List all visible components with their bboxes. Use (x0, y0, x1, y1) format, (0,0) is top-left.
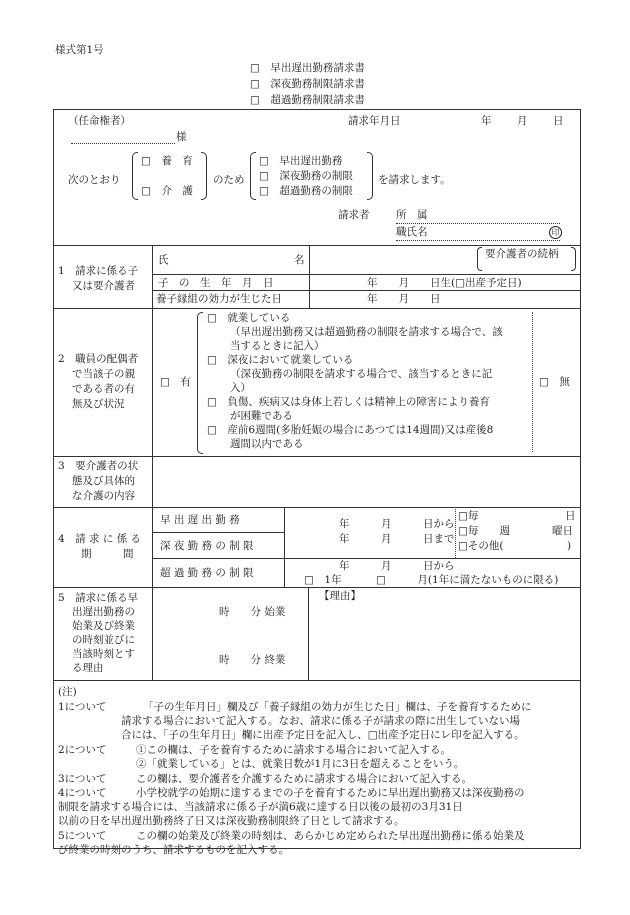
note4-line2: 制限を請求する場合には、当該請求に係る子が満6歳に達する日以後の最初の3月31日 (58, 801, 463, 813)
status-night-note-2: 入） (230, 382, 251, 394)
sama-label: 様 (176, 131, 187, 143)
period-from-field[interactable]: 年 月 日から (339, 518, 455, 530)
status-night-working[interactable]: □ 深夜において就業している (207, 354, 354, 366)
spouse-no-checkbox[interactable]: □ 無 (539, 376, 570, 388)
sec3-label-3: な介護の内容 (72, 490, 135, 502)
position-name-label: 職氏名 (396, 226, 428, 238)
other-checkbox[interactable]: □その他( (458, 540, 504, 552)
right-bracket-close (367, 152, 373, 200)
overtime-1year-checkbox[interactable]: □ 1年 (304, 574, 342, 586)
note5-line2: び終業の時刻のうち、請求するものを記入する。 (58, 844, 289, 856)
sec1-label: 1 請求に係る子 (58, 265, 139, 277)
status-maternity[interactable]: □ 産前6週間(多胎妊娠の場合にあつては14週間)又は産後8 (207, 424, 494, 436)
seal-mark: 印 (549, 226, 562, 239)
name-label-l: 氏 (158, 254, 169, 266)
care-details-field[interactable] (156, 460, 576, 504)
overtime-from-field[interactable]: 年 月 日から (339, 560, 455, 572)
sec2-label: 2 職員の配偶者 (58, 353, 139, 365)
period-night: 深 夜 勤 務 の 制 限 (160, 540, 254, 552)
sec5-label-5: 当該時刻とす (72, 648, 135, 660)
sec2-label-2: で当該子の親 (72, 368, 135, 380)
status-night-note: （深夜勤務の制限を請求する場合で、該当するときに記 (230, 368, 493, 380)
purpose-care[interactable]: □ 介 護 (141, 185, 193, 197)
sec5-label: 5 請求に係る早 (58, 592, 139, 604)
reason-field[interactable] (312, 604, 576, 678)
appointer-label: （任命権者） (68, 115, 131, 127)
title-overtime: □ 超過勤務制限請求書 (250, 94, 365, 106)
other-close-paren: ) (567, 540, 572, 552)
end-time-field[interactable]: 時 分 終業 (219, 654, 286, 666)
request-year: 年 (481, 115, 492, 127)
right-bracket (250, 152, 256, 200)
name-label-r: 名 (294, 254, 305, 266)
every-week-unit: 曜日 (552, 525, 573, 537)
note4-line3: 以前の日を早出遅出勤務終了日又は深夜勤務制限終了日として請求する。 (58, 815, 405, 827)
status-working[interactable]: □ 就業している (207, 312, 291, 324)
notes-title: (注) (58, 686, 77, 698)
note5-label: 5について (58, 830, 107, 842)
sec5-label-4: の時刻並びに (72, 634, 135, 646)
adoption-date-label: 養子縁組の効力が生じた日 (156, 293, 282, 305)
request-month: 月 (517, 115, 528, 127)
relation-label: 要介護者の続柄 (485, 248, 559, 260)
closing-label: を請求します。 (378, 174, 451, 186)
title-night: □ 深夜勤務制限請求書 (250, 78, 365, 90)
form-number: 様式第1号 (55, 44, 104, 56)
birth-date-label: 子 の 生 年 月 日 (158, 277, 274, 289)
adoption-date-field[interactable]: 年 月 日 (367, 293, 441, 305)
period-to-field[interactable]: 年 月 日まで (339, 533, 455, 545)
note4-line1: 小学校就学の始期に達するまでの子を養育するために早出遅出勤務又は深夜勤務の (136, 787, 525, 799)
affiliation-label: 所 属 (396, 209, 428, 221)
request-early-late[interactable]: □ 早出遅出勤務 (259, 155, 343, 167)
intro-label: 次のとおり (68, 174, 121, 186)
spouse-yes-checkbox[interactable]: □ 有 (160, 376, 191, 388)
sec4-label-2: 期 間 (81, 548, 134, 560)
child-name-field[interactable] (312, 248, 512, 272)
requester-label: 請求者 (338, 209, 370, 221)
birth-date-field[interactable]: 年 月 日生(□出産予定日) (367, 277, 522, 289)
period-early-late: 早 出 遅 出 勤 務 (160, 514, 240, 526)
left-bracket-close (201, 152, 207, 200)
every-day-unit: 日 (565, 510, 576, 522)
request-day: 日 (553, 115, 564, 127)
note1-line3: 合には、「子の生年月日」欄に出産予定日を記入し、□出産予定日にレ印を記入する。 (121, 729, 525, 741)
for-label: のため (213, 174, 245, 186)
sec5-label-3: 始業及び終業 (72, 620, 135, 632)
sec5-label-6: る理由 (72, 662, 104, 674)
sec1-label-2: 又は要介護者 (72, 280, 135, 292)
sec4-label: 4 請 求 に 係 る (58, 533, 142, 545)
overtime-month-checkbox[interactable]: □ 月(1年に満たないものに限る) (376, 574, 559, 586)
sec5-label-2: 出遅出勤務の (72, 606, 135, 618)
note4-label: 4について (58, 787, 107, 799)
status-disabled[interactable]: □ 負傷、疾病又は身体上若しくは精神上の障害により養育 (207, 396, 490, 408)
purpose-childcare[interactable]: □ 養 育 (141, 155, 193, 167)
title-early-late: □ 早出遅出勤務請求書 (250, 62, 365, 74)
status-working-note: （早出遅出勤務又は超過勤務の制限を請求する場合で、該 (230, 326, 503, 338)
note1-line2: 請求する場合において記入する。なお、請求に係る子が請求の際に出生していない場 (121, 715, 520, 727)
note1-line1: 「子の生年月日」欄及び「養子縁組の効力が生じた日」欄は、子を養育するために (143, 701, 532, 713)
reason-label: 【理由】 (319, 590, 361, 602)
left-bracket (132, 152, 138, 200)
note3-label: 3について (58, 773, 107, 785)
every-day-checkbox[interactable]: □毎 (458, 510, 479, 522)
request-night[interactable]: □ 深夜勤務の制限 (259, 170, 353, 182)
note1-label: 1について (58, 701, 107, 713)
note3-line1: この欄は、要介護者を介護するために請求する場合において記入する。 (136, 773, 472, 785)
start-time-field[interactable]: 時 分 始業 (219, 606, 286, 618)
request-overtime[interactable]: □ 超過勤務の制限 (259, 185, 353, 197)
status-disabled-2: が困難である (230, 410, 293, 422)
sec3-label-2: 態及び具体的 (72, 475, 135, 487)
position-name-line[interactable] (396, 240, 560, 241)
status-working-note-2: 当するときに記入） (230, 340, 325, 352)
sec3-label: 3 要介護者の状 (58, 460, 139, 472)
request-date-label: 請求年月日 (348, 115, 401, 127)
affiliation-line[interactable] (396, 223, 560, 224)
note2-label: 2について (58, 744, 107, 756)
sec2-label-3: である者の有 (72, 383, 135, 395)
every-week-checkbox[interactable]: □毎 週 (458, 525, 510, 537)
appointer-name-line[interactable] (71, 143, 175, 144)
status-maternity-2: 週間以内である (230, 438, 304, 450)
sec2-label-4: 無及び状況 (72, 398, 125, 410)
period-overtime: 超 過 勤 務 の 制 限 (160, 567, 254, 579)
note5-line1: この欄の始業及び終業の時刻は、あらかじめ定められた早出遅出勤務に係る始業及 (136, 830, 525, 842)
note2-line2: ②「就業している」とは、就業日数が1月に3日を超えることをいう。 (136, 758, 465, 770)
note2-line1: ①この欄は、子を養育するために請求する場合において記入する。 (136, 744, 451, 756)
